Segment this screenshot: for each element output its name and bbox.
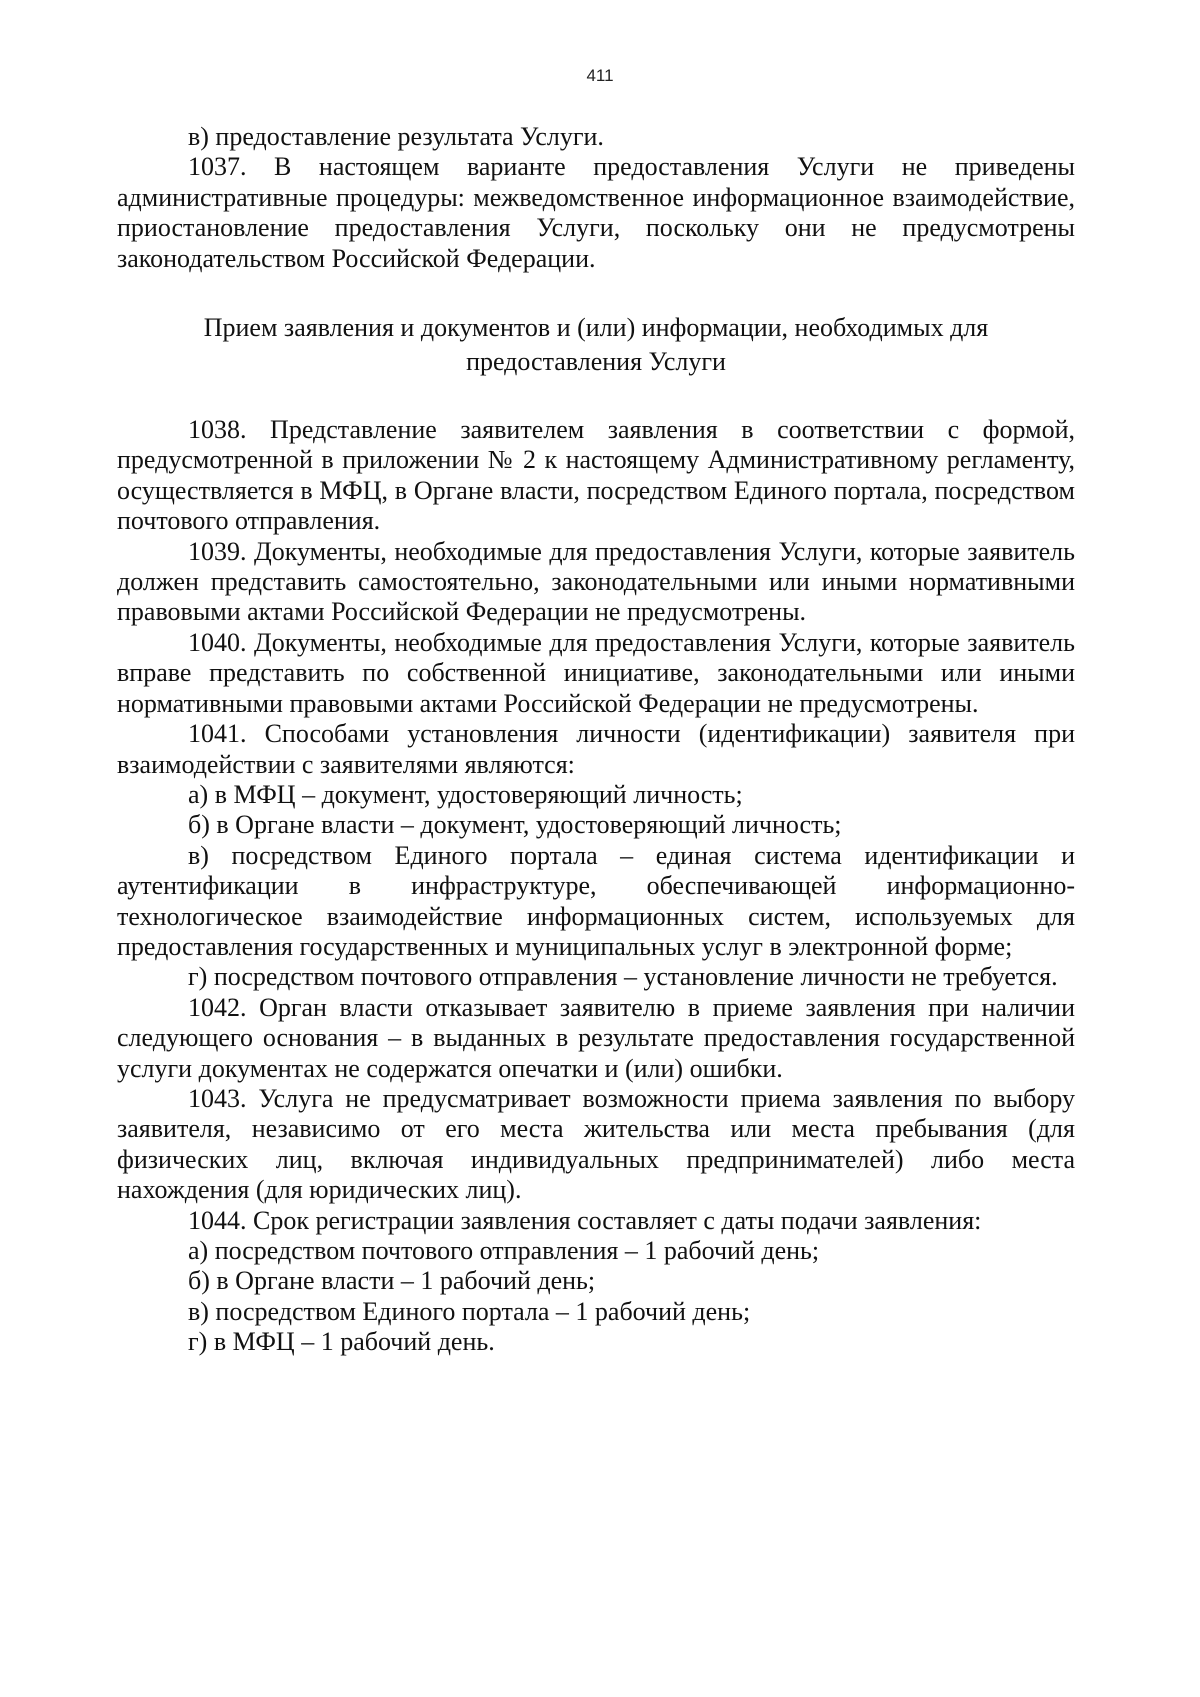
paragraph-1044-item-g: г) в МФЦ – 1 рабочий день. xyxy=(188,1327,495,1357)
paragraph-1041: 1041. Способами установления личности (идентификации) заявителя при взаимодействии с заявителями являются: xyxy=(117,719,1075,779)
paragraph-1039: 1039. Документы, необходимые для предоставления Услуги, которые заявитель должен представить самостоятельно, законодательными или иными нормативными правовыми актами Российской Федерации не предусмотрены. xyxy=(117,536,1075,627)
paragraph-1043: 1043. Услуга не предусматривает возможности приема заявления по выбору заявителя, независимо от его места жительства или места пребывания (для физических лиц, включая индивидуальных предпринимателей) либо места нахождения (для юридических лиц). xyxy=(117,1083,1075,1205)
paragraph-1038: 1038. Представление заявителем заявления в соответствии с формой, предусмотренной в приложении № 2 к настоящему Административному регламенту, осуществляется в МФЦ, в Органе власти, посредством Единого портала, посредством почтового отправления. xyxy=(117,415,1075,536)
document-body xyxy=(117,122,1075,1358)
paragraph-1044-item-a: а) посредством почтового отправления – 1 рабочий день; xyxy=(188,1236,820,1265)
paragraph-1041-item-g: г) посредством почтового отправления – установление личности не требуется. xyxy=(188,962,1058,992)
paragraph-1044: 1044. Срок регистрации заявления составляет с даты подачи заявления: xyxy=(188,1205,982,1235)
paragraph-1037: 1037. В настоящем варианте предоставления Услуги не приведены административные процедуры: межведомственное информационное взаимодействие, приостановление предоставления Услуги, поскольку они не предусмотрены законодательством Российской Федерации. xyxy=(117,152,1075,273)
paragraph-1041-item-a: а) в МФЦ – документ, удостоверяющий личность; xyxy=(188,779,743,809)
section-heading-line-1: Прием заявления и документов и (или) информации, необходимых для xyxy=(203,313,989,343)
list-item-v-result: в) предоставление результата Услуги. xyxy=(188,122,604,151)
page-number: 411 xyxy=(586,66,614,85)
section-heading-line-2: предоставления Услуги xyxy=(466,347,726,377)
paragraph-1041-item-v: в) посредством Единого портала – единая система идентификации и аутентификации в инфраструктуре, обеспечивающей информационно-технологическое взаимодействие информационных систем, используемых для предоставления государственных и муниципальных услуг в электронной форме; xyxy=(117,840,1075,961)
paragraph-1040: 1040. Документы, необходимые для предоставления Услуги, которые заявитель вправе представить по собственной инициативе, законодательными или иными нормативными правовыми актами Российской Федерации не предусмотрены. xyxy=(117,627,1075,718)
paragraph-1044-item-b: б) в Органе власти – 1 рабочий день; xyxy=(188,1266,596,1296)
paragraph-1044-item-v: в) посредством Единого портала – 1 рабочий день; xyxy=(188,1296,751,1326)
paragraph-1042: 1042. Орган власти отказывает заявителю в приеме заявления при наличии следующего основания – в выданных в результате предоставления государственной услуги документах не содержатся опечатки и (или) ошибки. xyxy=(117,992,1075,1083)
section-heading xyxy=(117,311,1075,379)
paragraph-1041-item-b: б) в Органе власти – документ, удостоверяющий личность; xyxy=(188,810,842,840)
